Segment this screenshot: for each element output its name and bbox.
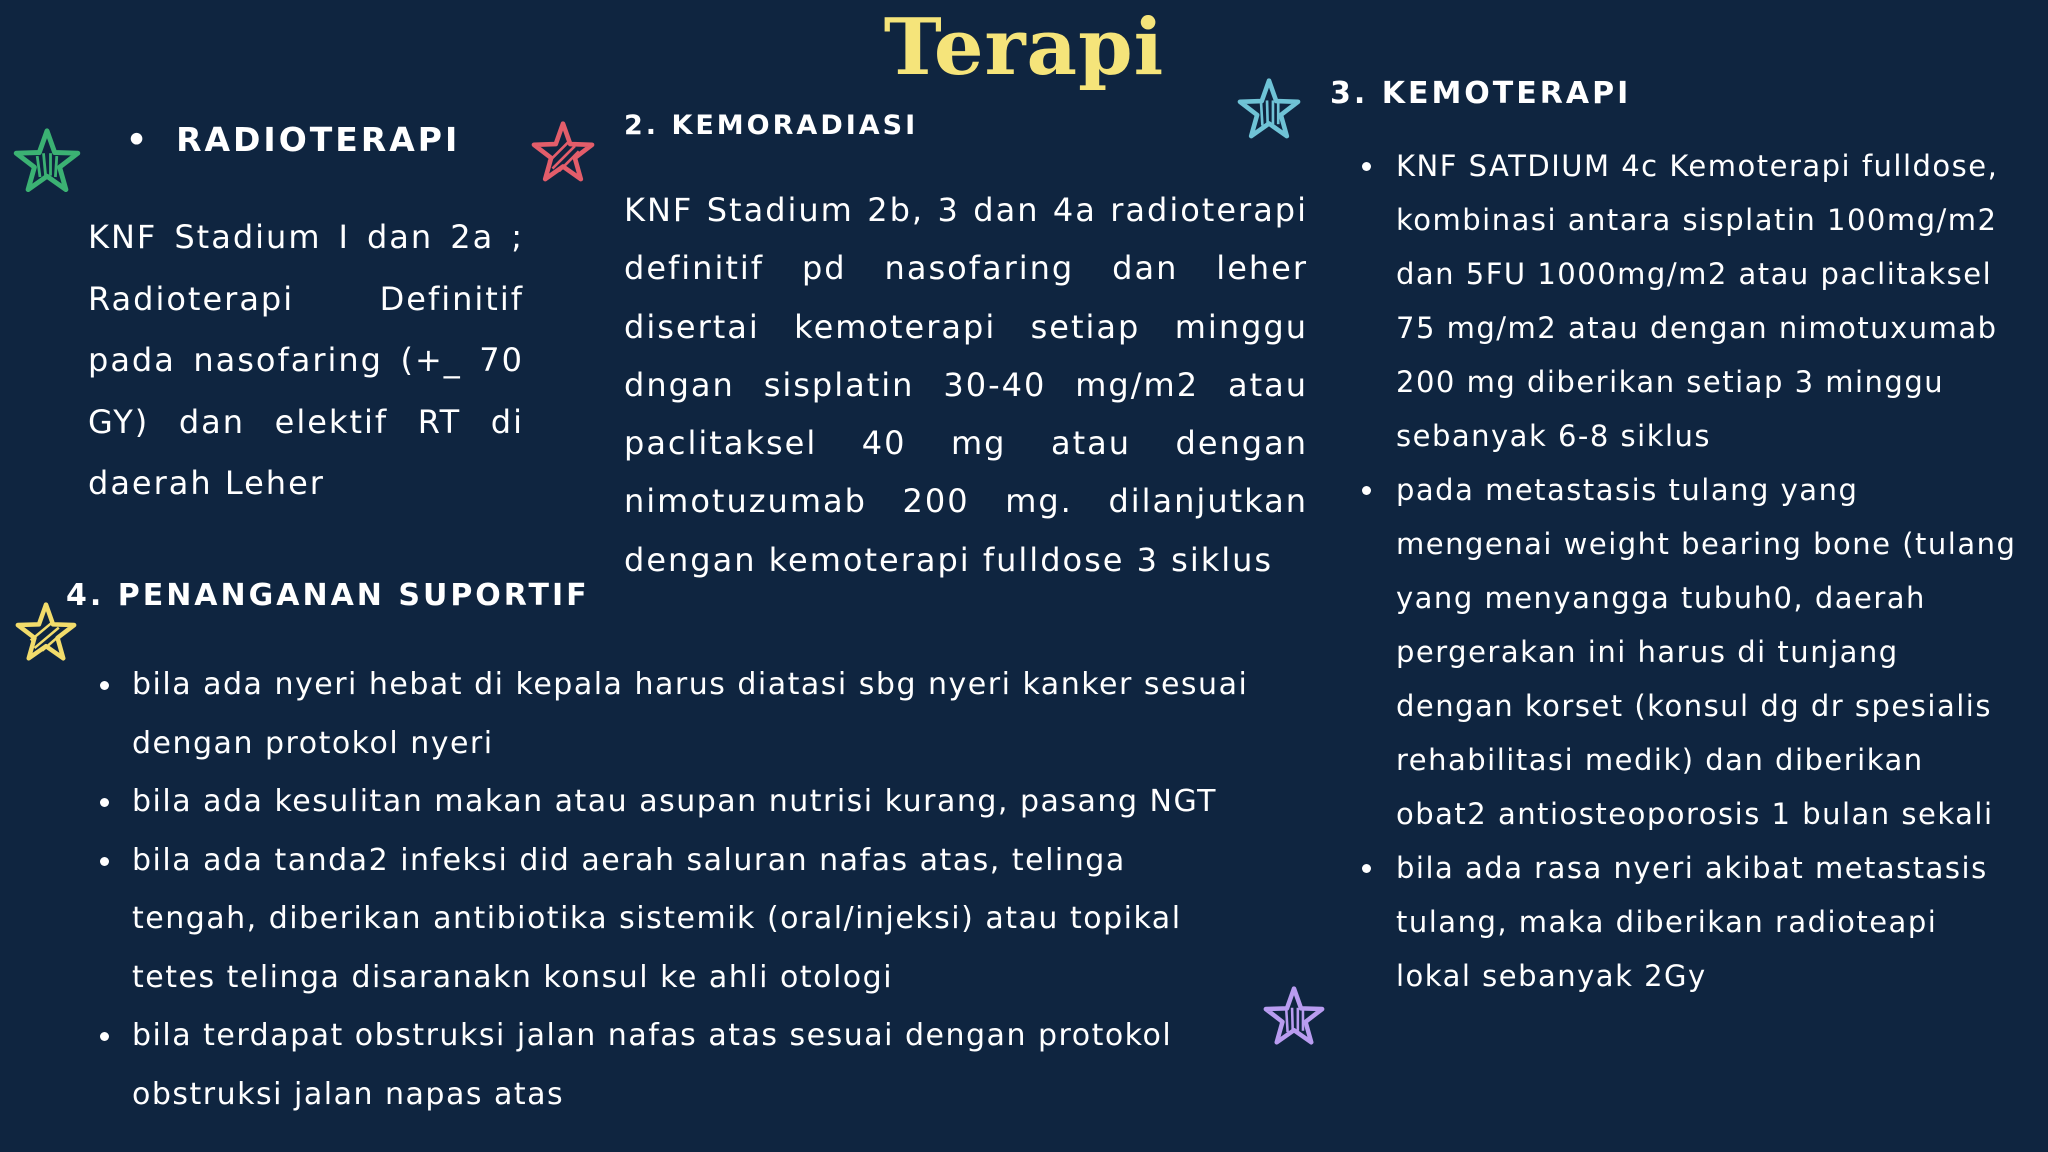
heading-text: RADIOTERAPI <box>176 120 461 159</box>
star-red-icon <box>530 118 596 190</box>
page-title: Terapi <box>883 2 1165 93</box>
section-suportif-heading: 4. PENANGANAN SUPORTIF <box>66 578 590 613</box>
star-green-icon <box>12 128 82 198</box>
list-item: bila ada tanda2 infeksi did aerah saluran nafas atas, telinga tengah, diberikan antibiotika sistemik (oral/injeksi) atau topikal tetes telinga disaranakn konsul ke ahli otologi <box>98 832 1258 1008</box>
section-radioterapi-body: KNF Stadium I dan 2a ; Radioterapi Definitif pada nasofaring (+_ 70 GY) dan elektif RT di daerah Leher <box>88 218 524 502</box>
list-item: bila ada nyeri hebat di kepala harus diatasi sbg nyeri kanker sesuai dengan protokol nyeri <box>98 656 1258 773</box>
section-kemoradiasi-heading: 2. KEMORADIASI <box>624 110 919 141</box>
section-kemoradiasi-body: KNF Stadium 2b, 3 dan 4a radioterapi definitif pd nasofaring dan leher disertai kemoterapi setiap minggu dngan sisplatin 30-40 mg/m2 atau paclitaksel 40 mg atau dengan nimotuzumab 200 mg. dilanjutkan dengan kemoterapi fulldose 3 siklus <box>624 191 1308 579</box>
section-suportif-list <box>98 656 1258 1124</box>
star-blue-icon <box>1236 78 1302 144</box>
list-item: KNF SATDIUM 4c Kemoterapi fulldose, kombinasi antara sisplatin 100mg/m2 dan 5FU 1000mg/m2 atau paclitaksel 75 mg/m2 atau dengan nimotuxumab 200 mg diberikan setiap 3 minggu sebanyak 6-8 siklus <box>1362 139 2022 463</box>
list-item: bila ada kesulitan makan atau asupan nutrisi kurang, pasang NGT <box>98 773 1258 832</box>
heading-bullet: • <box>126 120 151 159</box>
list-item: pada metastasis tulang yang mengenai weight bearing bone (tulang yang menyangga tubuh0, daerah pergerakan ini harus di tunjang dengan korset (konsul dg dr spesialis rehabilitasi medik) dan diberikan obat2 antiosteoporosis 1 bulan sekali <box>1362 463 2022 841</box>
section-kemoterapi-list <box>1362 139 2022 1003</box>
section-kemoterapi-heading: 3. KEMOTERAPI <box>1330 76 1632 111</box>
list-item: bila terdapat obstruksi jalan nafas atas sesuai dengan protokol obstruksi jalan napas atas <box>98 1007 1258 1124</box>
star-purple-icon <box>1262 986 1326 1050</box>
section-radioterapi-heading <box>126 120 460 159</box>
list-item: bila ada rasa nyeri akibat metastasis tulang, maka diberikan radioteapi lokal sebanyak 2Gy <box>1362 841 2022 1003</box>
